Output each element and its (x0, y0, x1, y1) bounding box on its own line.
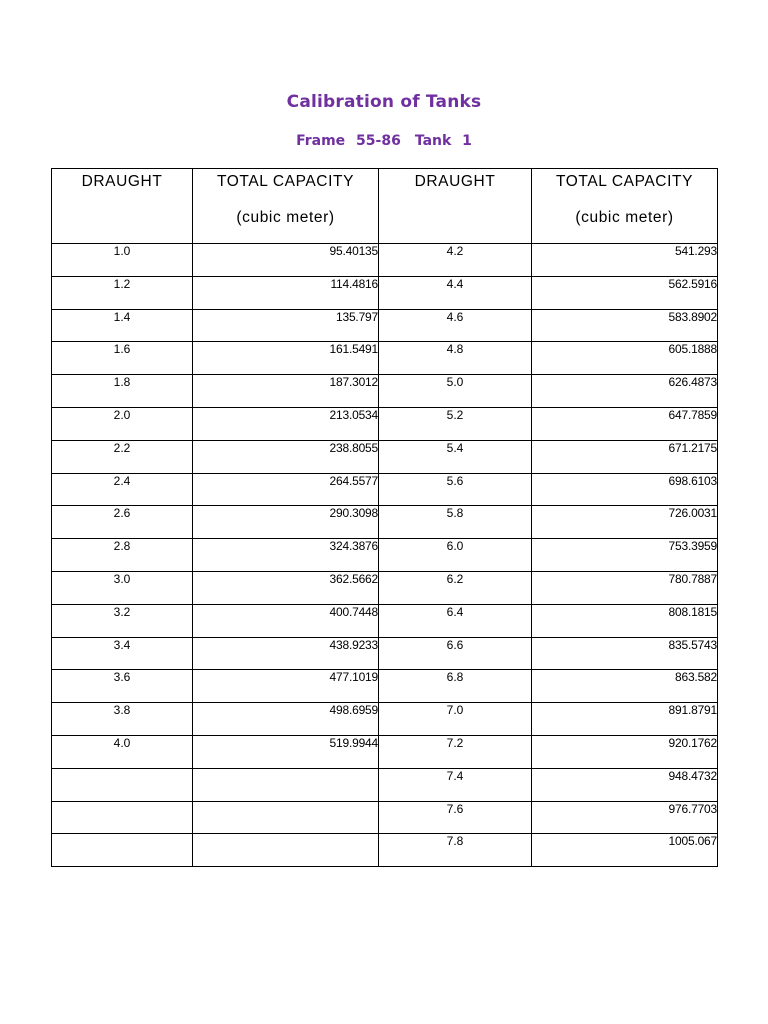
capacity-left-cell: 400.7448 (193, 604, 379, 637)
document-subtitle (0, 133, 768, 149)
table-row (52, 571, 718, 604)
table-body (52, 244, 718, 867)
header-capacity-left: TOTAL CAPACITY (cubic meter) (193, 169, 379, 244)
table-row (52, 244, 718, 277)
header-draught-right: DRAUGHT (379, 169, 532, 244)
draught-left-cell: 3.8 (52, 703, 193, 736)
calibration-table (51, 168, 718, 867)
capacity-right-cell: 808.1815 (532, 604, 718, 637)
draught-right-cell: 7.6 (379, 801, 532, 834)
capacity-left-cell: 135.797 (193, 309, 379, 342)
capacity-left-cell (193, 834, 379, 867)
draught-right-cell: 5.2 (379, 407, 532, 440)
draught-left-cell: 2.4 (52, 473, 193, 506)
capacity-right-cell: 726.0031 (532, 506, 718, 539)
draught-right-cell: 6.2 (379, 571, 532, 604)
capacity-right-cell: 605.1888 (532, 342, 718, 375)
draught-left-cell: 2.0 (52, 407, 193, 440)
capacity-right-cell: 920.1762 (532, 735, 718, 768)
document-title: Calibration of Tanks (286, 92, 482, 112)
header-capacity-right: TOTAL CAPACITY (cubic meter) (532, 169, 718, 244)
draught-right-cell: 7.0 (379, 703, 532, 736)
draught-left-cell (52, 834, 193, 867)
draught-left-cell: 1.2 (52, 276, 193, 309)
capacity-left-cell: 213.0534 (193, 407, 379, 440)
table-row (52, 276, 718, 309)
draught-right-cell: 4.8 (379, 342, 532, 375)
draught-left-cell: 2.6 (52, 506, 193, 539)
capacity-right-cell: 780.7887 (532, 571, 718, 604)
capacity-right-cell: 1005.067 (532, 834, 718, 867)
draught-right-cell: 7.8 (379, 834, 532, 867)
table-row (52, 768, 718, 801)
capacity-left-cell: 238.8055 (193, 440, 379, 473)
table-row (52, 670, 718, 703)
draught-left-cell: 1.4 (52, 309, 193, 342)
capacity-right-cell: 541.293 (532, 244, 718, 277)
draught-right-cell: 6.6 (379, 637, 532, 670)
draught-right-cell: 4.2 (379, 244, 532, 277)
capacity-right-cell: 835.5743 (532, 637, 718, 670)
capacity-left-cell: 324.3876 (193, 539, 379, 572)
capacity-left-cell: 290.3098 (193, 506, 379, 539)
draught-left-cell: 3.0 (52, 571, 193, 604)
draught-right-cell: 6.0 (379, 539, 532, 572)
capacity-left-cell (193, 768, 379, 801)
draught-left-cell: 3.6 (52, 670, 193, 703)
table-row (52, 539, 718, 572)
draught-left-cell: 1.6 (52, 342, 193, 375)
table-row (52, 440, 718, 473)
table-row (52, 375, 718, 408)
header-draught-left: DRAUGHT (52, 169, 193, 244)
capacity-right-cell: 671.2175 (532, 440, 718, 473)
draught-left-cell: 2.2 (52, 440, 193, 473)
draught-right-cell: 6.4 (379, 604, 532, 637)
table-row (52, 407, 718, 440)
capacity-right-cell: 562.5916 (532, 276, 718, 309)
capacity-right-cell: 948.4732 (532, 768, 718, 801)
table-row (52, 801, 718, 834)
table-row (52, 342, 718, 375)
capacity-left-cell (193, 801, 379, 834)
capacity-right-cell: 976.7703 (532, 801, 718, 834)
table-row (52, 604, 718, 637)
draught-right-cell: 7.4 (379, 768, 532, 801)
capacity-left-cell: 438.9233 (193, 637, 379, 670)
capacity-right-cell: 753.3959 (532, 539, 718, 572)
draught-right-cell: 6.8 (379, 670, 532, 703)
draught-left-cell (52, 801, 193, 834)
draught-left-cell: 3.4 (52, 637, 193, 670)
table-row (52, 309, 718, 342)
draught-right-cell: 5.4 (379, 440, 532, 473)
table-row (52, 473, 718, 506)
capacity-left-cell: 95.40135 (193, 244, 379, 277)
draught-right-cell: 4.4 (379, 276, 532, 309)
capacity-right-cell: 583.8902 (532, 309, 718, 342)
capacity-right-cell: 863.582 (532, 670, 718, 703)
table-row (52, 506, 718, 539)
capacity-left-cell: 519.9944 (193, 735, 379, 768)
table-row (52, 703, 718, 736)
capacity-right-cell: 647.7859 (532, 407, 718, 440)
draught-left-cell: 2.8 (52, 539, 193, 572)
table-row (52, 637, 718, 670)
capacity-left-cell: 264.5577 (193, 473, 379, 506)
capacity-left-cell: 477.1019 (193, 670, 379, 703)
capacity-left-cell: 362.5662 (193, 571, 379, 604)
draught-right-cell: 4.6 (379, 309, 532, 342)
table-header-row (52, 169, 718, 244)
draught-left-cell (52, 768, 193, 801)
capacity-right-cell: 698.6103 (532, 473, 718, 506)
capacity-right-cell: 626.4873 (532, 375, 718, 408)
capacity-left-cell: 187.3012 (193, 375, 379, 408)
draught-right-cell: 5.6 (379, 473, 532, 506)
draught-right-cell: 5.0 (379, 375, 532, 408)
frame-label: Frame 55-86 (296, 133, 401, 149)
capacity-left-cell: 161.5491 (193, 342, 379, 375)
draught-left-cell: 1.8 (52, 375, 193, 408)
capacity-left-cell: 498.6959 (193, 703, 379, 736)
draught-right-cell: 7.2 (379, 735, 532, 768)
tank-label: Tank 1 (414, 133, 472, 149)
capacity-left-cell: 114.4816 (193, 276, 379, 309)
table-row (52, 834, 718, 867)
table-row (52, 735, 718, 768)
capacity-right-cell: 891.8791 (532, 703, 718, 736)
draught-left-cell: 4.0 (52, 735, 193, 768)
draught-left-cell: 3.2 (52, 604, 193, 637)
draught-right-cell: 5.8 (379, 506, 532, 539)
draught-left-cell: 1.0 (52, 244, 193, 277)
